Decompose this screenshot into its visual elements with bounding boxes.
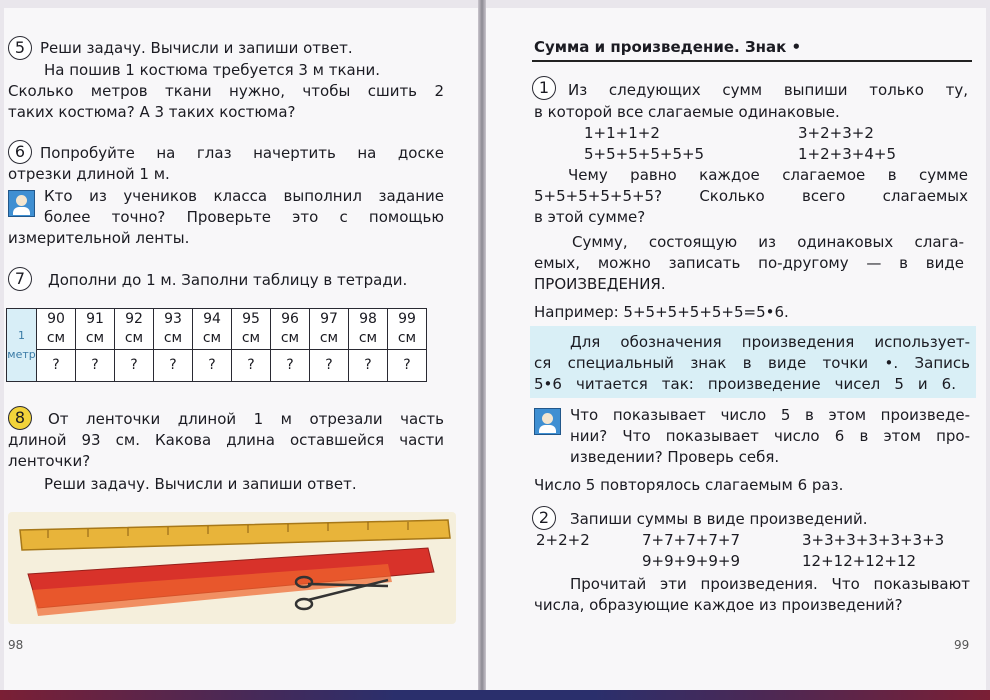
task-6-line-4: более точно? Проверьте это с помощью xyxy=(44,208,444,226)
table-cell-answer: ? xyxy=(154,350,193,382)
task-1-line-5: в этой сумме? xyxy=(534,208,646,226)
table-cell-value: 95 см xyxy=(232,309,271,350)
helper-boy-icon xyxy=(534,408,561,435)
task-7-number: 7 xyxy=(8,267,32,291)
task-7-line-1: Дополни до 1 м. Заполни таблицу в тетради. xyxy=(48,271,408,289)
task-2-line-1: Запиши суммы в виде произведений. xyxy=(570,510,868,528)
left-page-number: 98 xyxy=(8,638,24,652)
table-cell-answer: ? xyxy=(388,350,427,382)
task-5-line-3: Сколько метров ткани нужно, чтобы сшить 2 xyxy=(8,82,444,100)
definition-line-1: Сумму, состоящую из одинаковых слага- xyxy=(572,233,964,251)
table-cell-value: 91 см xyxy=(76,309,115,350)
definition-line-2: емых, можно записать по-другому — в виде xyxy=(534,254,964,272)
table-cell-answer: ? xyxy=(271,350,310,382)
task-2-line-2: Прочитай эти произведения. Что показывают xyxy=(570,575,970,593)
task-1-line-3: Чему равно каждое слагаемое в сумме xyxy=(568,166,968,184)
task-8-line-1: От ленточки длиной 1 м отрезали часть xyxy=(48,410,444,428)
note-line-3: 5•6 читается так: произведение чисел 5 и 6. xyxy=(534,375,956,393)
definition-line-3: ПРОИЗВЕДЕНИЯ. xyxy=(534,275,666,293)
sum-c: 5+5+5+5+5+5 xyxy=(584,145,705,163)
table-cell-value: 97 см xyxy=(310,309,349,350)
ruler-ribbon-illustration xyxy=(8,512,456,624)
book-spine xyxy=(478,0,486,700)
table-cell-answer: ? xyxy=(310,350,349,382)
row-label-top: 1 xyxy=(18,329,25,342)
expr-d: 9+9+9+9+9 xyxy=(642,552,740,570)
task-1-number: 1 xyxy=(532,76,556,100)
task-5-number: 5 xyxy=(8,36,32,60)
table-cell-answer: ? xyxy=(232,350,271,382)
table-cell-value: 94 см xyxy=(193,309,232,350)
task-1-line-4: 5+5+5+5+5+5? Сколько всего слагаемых xyxy=(534,187,968,205)
table-cell-answer: ? xyxy=(349,350,388,382)
expr-c: 3+3+3+3+3+3+3 xyxy=(802,531,945,549)
table-cell-value: 98 см xyxy=(349,309,388,350)
task-8-line-3: ленточки? xyxy=(8,452,91,470)
task-5-line-4: таких костюма? А 3 таких костюма? xyxy=(8,103,296,121)
task-5-line-1: Реши задачу. Вычисли и запиши ответ. xyxy=(40,39,353,57)
sum-a: 1+1+1+2 xyxy=(584,124,660,142)
table-cell-value: 92 см xyxy=(115,309,154,350)
question-line-1: Что показывает число 5 в этом произведе- xyxy=(570,406,970,424)
task-8-line-4: Реши задачу. Вычисли и запиши ответ. xyxy=(44,475,357,493)
task-5-line-2: На пошив 1 костюма требуется 3 м ткани. xyxy=(44,61,381,79)
table-cell-value: 90 см xyxy=(37,309,76,350)
task-8-number: 8 xyxy=(8,406,32,430)
task-8-line-2: длиной 93 см. Какова длина оставшейся части xyxy=(8,431,444,449)
row-label-bottom: метр xyxy=(7,348,36,361)
task-6-line-3: Кто из учеников класса выполнил задание xyxy=(44,187,444,205)
example-line: Например: 5+5+5+5+5+5=5•6. xyxy=(534,303,789,321)
book-bottom-edge xyxy=(0,690,990,700)
table-cell-answer: ? xyxy=(193,350,232,382)
question-line-3: изведении? Проверь себя. xyxy=(570,448,780,466)
ruler-ribbon-drawing xyxy=(8,512,456,624)
expr-a: 2+2+2 xyxy=(536,531,590,549)
task-2-number: 2 xyxy=(532,506,556,530)
heading-rule xyxy=(532,60,972,62)
task-6-line-1: Попробуйте на глаз начертить на доске xyxy=(40,144,444,162)
table-row-header xyxy=(7,309,37,382)
question-line-2: нии? Что показывает число 6 в этом про- xyxy=(570,427,970,445)
right-page-number: 99 xyxy=(954,638,970,652)
meter-table xyxy=(6,308,427,382)
expr-e: 12+12+12+12 xyxy=(802,552,917,570)
table-cell-value: 93 см xyxy=(154,309,193,350)
task-6-line-2: отрезки длиной 1 м. xyxy=(8,165,170,183)
section-heading: Сумма и произведение. Знак • xyxy=(534,38,802,56)
task-6-line-5: измерительной ленты. xyxy=(8,229,190,247)
table-cell-value: 99 см xyxy=(388,309,427,350)
task-1-line-1: Из следующих сумм выпиши только ту, xyxy=(568,81,968,99)
table-cell-answer: ? xyxy=(115,350,154,382)
task-2-line-3: числа, образующие каждое из произведений? xyxy=(534,596,903,614)
table-cell-answer: ? xyxy=(37,350,76,382)
helper-boy-icon xyxy=(8,190,35,217)
note-line-2: ся специальный знак в виде точки •. Запись xyxy=(534,354,970,372)
sum-d: 1+2+3+4+5 xyxy=(798,145,896,163)
expr-b: 7+7+7+7+7 xyxy=(642,531,740,549)
ruler-shape xyxy=(20,520,450,550)
table-cell-value: 96 см xyxy=(271,309,310,350)
note-line-1: Для обозначения произведения использует- xyxy=(570,333,970,351)
table-cell-answer: ? xyxy=(76,350,115,382)
answer-line: Число 5 повторялось слагаемым 6 раз. xyxy=(534,476,844,494)
task-6-number: 6 xyxy=(8,140,32,164)
task-1-line-2: в которой все слагаемые одинаковые. xyxy=(534,103,840,121)
sum-b: 3+2+3+2 xyxy=(798,124,874,142)
